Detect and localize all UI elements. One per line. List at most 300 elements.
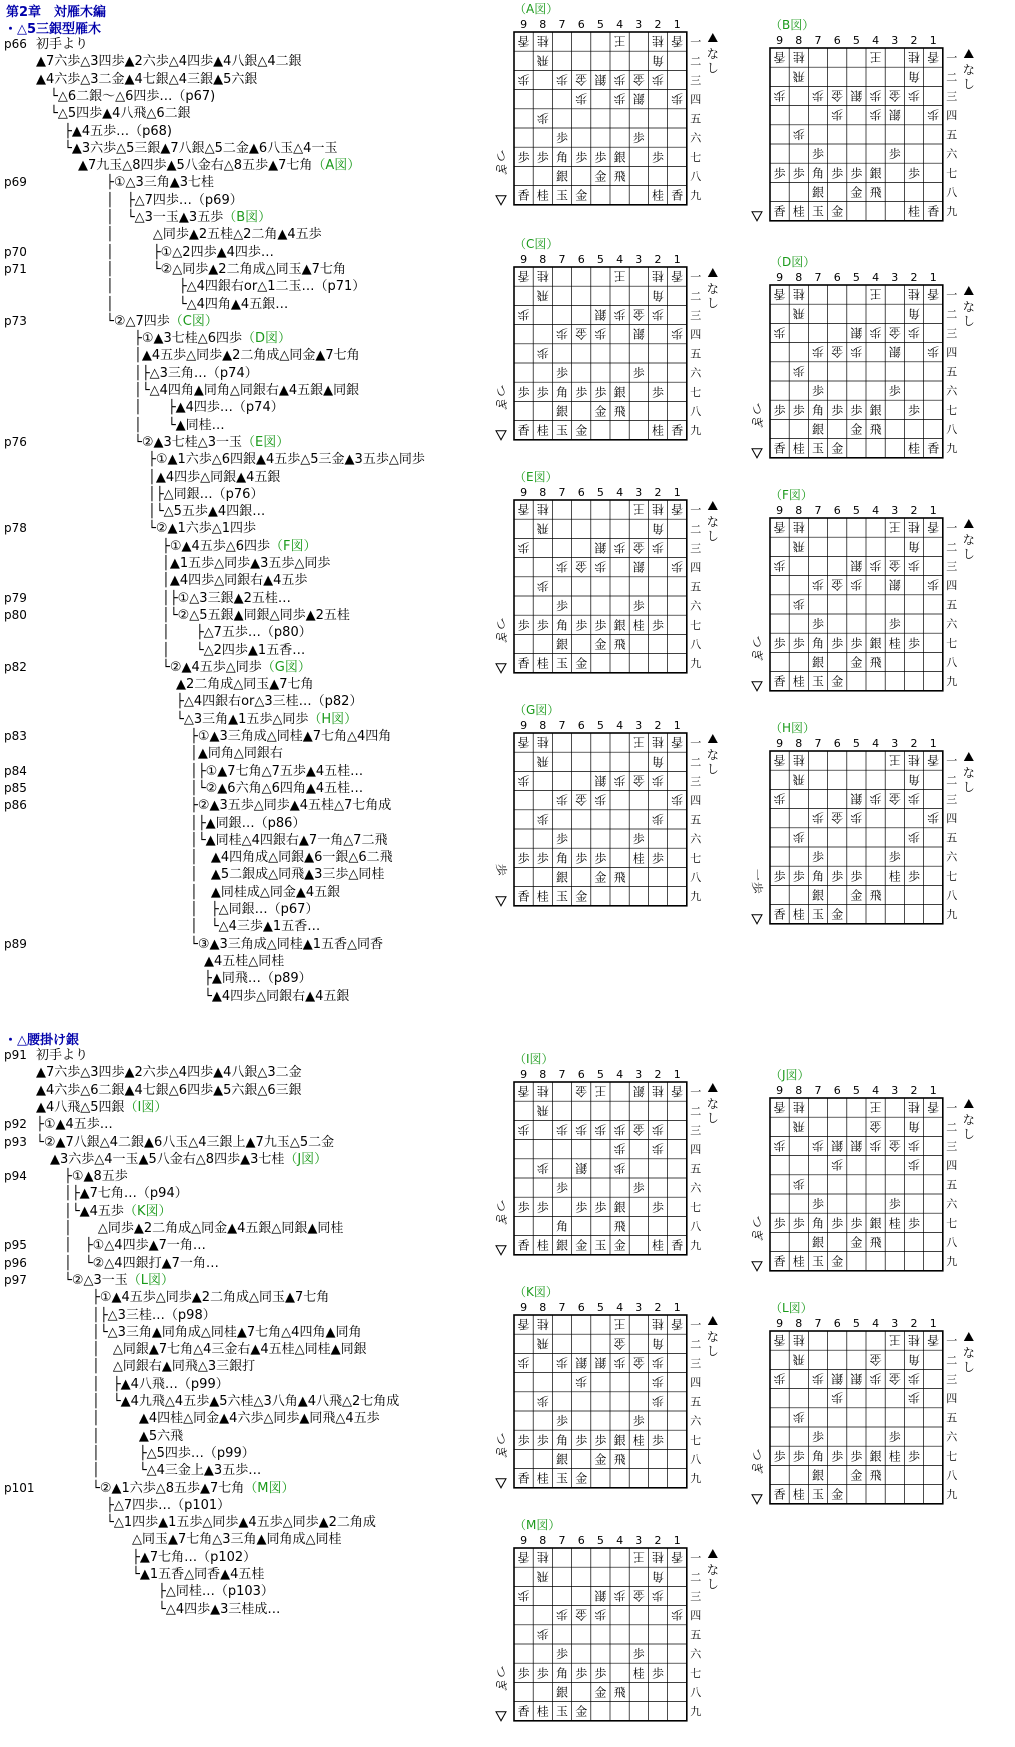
rank-number: 六 <box>690 832 702 846</box>
gote-piece: 香 <box>517 1084 530 1099</box>
file-number: 8 <box>539 1068 547 1081</box>
move-line: │ ├▲4四歩…（p74） <box>134 400 284 416</box>
sente-piece: 桂 <box>792 1487 805 1502</box>
gote-mark-icon <box>708 1316 718 1325</box>
gote-mark-icon <box>964 1099 974 1108</box>
gote-piece: 歩 <box>613 773 626 788</box>
move-line: └②▲1六歩△8五歩▲7七角（M図） <box>92 1480 295 1496</box>
gote-piece: 歩 <box>907 325 921 340</box>
gote-piece: 歩 <box>869 107 882 122</box>
gote-piece: 歩 <box>671 792 684 807</box>
gote-piece: 香 <box>671 1550 684 1565</box>
file-number: 5 <box>596 253 604 266</box>
sente-piece: 歩 <box>575 150 588 165</box>
sente-piece: 歩 <box>850 1449 863 1464</box>
page-title: 第2章 対雁木編 <box>6 5 107 20</box>
sente-piece: 歩 <box>651 385 665 400</box>
rank-number: 一 <box>690 1551 702 1565</box>
gote-piece: 香 <box>773 50 786 65</box>
sente-piece: 歩 <box>888 1430 901 1445</box>
gote-piece: 香 <box>517 1317 530 1332</box>
gote-hand: し <box>962 1360 975 1374</box>
gote-piece: 金 <box>888 558 901 573</box>
file-number: 9 <box>776 1317 784 1330</box>
sente-piece: 歩 <box>536 385 549 400</box>
file-number: 6 <box>833 1317 841 1330</box>
gote-piece: 歩 <box>613 1122 626 1137</box>
file-number: 6 <box>577 18 585 31</box>
gote-piece: 桂 <box>792 753 805 768</box>
rank-number: 四 <box>946 579 958 593</box>
gote-hand: し <box>962 547 975 561</box>
file-number: 3 <box>635 18 643 31</box>
sente-piece: 銀 <box>811 185 825 200</box>
gote-piece: 歩 <box>555 792 569 807</box>
gote-piece: 歩 <box>575 1122 588 1137</box>
page-ref: p79 <box>4 590 27 605</box>
gote-piece: 桂 <box>651 1550 665 1565</box>
sente-piece: 金 <box>594 1452 607 1467</box>
sente-piece: 桂 <box>536 188 549 203</box>
sente-piece: 銀 <box>811 1235 825 1250</box>
sente-piece: 歩 <box>773 403 786 418</box>
diagram-label: （B図） <box>770 18 815 32</box>
sente-piece: 桂 <box>536 423 549 438</box>
gote-piece: 香 <box>927 1100 940 1115</box>
rank-number: 一 <box>690 35 702 49</box>
rank-number: 一 <box>946 1334 958 1348</box>
gote-piece: 歩 <box>907 1157 921 1172</box>
gote-piece: 桂 <box>792 50 805 65</box>
rank-number: 九 <box>690 1472 702 1486</box>
gote-piece: 王 <box>632 735 645 750</box>
gote-piece: 銀 <box>888 577 901 592</box>
gote-piece: 銀 <box>831 1138 844 1153</box>
sente-hand: ぎ <box>494 630 508 643</box>
gote-hand: し <box>706 1111 719 1125</box>
sente-piece: 歩 <box>811 850 825 865</box>
page-ref: p91 <box>4 1048 27 1062</box>
move-line: │ △同銀右▲同飛△3三銀打 <box>92 1359 256 1375</box>
sente-piece: 香 <box>773 204 786 219</box>
gote-piece: 飛 <box>536 1336 549 1351</box>
sente-piece: 飛 <box>613 1219 626 1234</box>
file-number: 5 <box>596 1068 604 1081</box>
gote-piece: 歩 <box>613 72 626 87</box>
sente-hand: つ <box>750 1448 764 1461</box>
file-number: 4 <box>872 1084 880 1097</box>
sente-piece: 歩 <box>907 636 921 651</box>
gote-piece: 銀 <box>831 1371 844 1386</box>
gote-piece: 王 <box>594 1084 607 1099</box>
file-number: 7 <box>558 1534 566 1547</box>
file-number: 8 <box>795 737 803 750</box>
gote-piece: 桂 <box>536 735 549 750</box>
rank-number: 二 <box>946 540 958 554</box>
gote-piece: 金 <box>575 326 588 341</box>
sente-hand: ぎ <box>494 1678 508 1691</box>
move-line: │▲同角△同銀右 <box>190 746 283 762</box>
move-line: ├①△3三角▲3七桂 <box>106 175 215 191</box>
sente-piece: 歩 <box>536 851 549 866</box>
sente-piece: 香 <box>773 674 786 689</box>
rank-number: 四 <box>946 1392 958 1406</box>
gote-piece: 王 <box>632 1550 645 1565</box>
rank-number: 六 <box>690 366 702 380</box>
file-number: 2 <box>654 1068 662 1081</box>
sente-piece: 歩 <box>792 1216 805 1231</box>
gote-piece: 金 <box>888 325 901 340</box>
gote-piece: 歩 <box>927 810 940 825</box>
gote-piece: 金 <box>831 577 844 592</box>
file-number: 7 <box>558 253 566 266</box>
sente-piece: 歩 <box>888 147 901 162</box>
rank-number: 八 <box>690 170 702 183</box>
gote-piece: 歩 <box>792 596 805 611</box>
sente-piece: 角 <box>811 636 825 651</box>
sente-piece: 桂 <box>632 1433 645 1448</box>
sente-piece: 歩 <box>888 384 901 399</box>
sente-piece: 歩 <box>632 366 645 381</box>
gote-piece: 王 <box>869 1100 882 1115</box>
gote-piece: 金 <box>632 1588 645 1603</box>
file-number: 9 <box>776 271 784 284</box>
shogi-diagram <box>748 18 998 248</box>
gote-piece: 歩 <box>613 1588 626 1603</box>
sente-piece: 歩 <box>811 147 825 162</box>
rank-number: 一 <box>946 521 958 535</box>
rank-number: 六 <box>690 1647 702 1661</box>
sente-piece: 歩 <box>792 403 805 418</box>
move-line: │ └△4四角▲4五銀… <box>106 296 289 312</box>
move-line: ├①▲3七桂△6四歩（D図） <box>134 331 292 347</box>
sente-piece: 飛 <box>613 1452 626 1467</box>
gote-piece: 香 <box>671 1317 684 1332</box>
move-line: └△3三角▲1五歩△同歩（H図） <box>176 711 358 727</box>
move-line: │ ├△5四歩…（p99） <box>92 1445 255 1461</box>
file-number: 8 <box>539 719 547 732</box>
gote-piece: 歩 <box>907 88 921 103</box>
gote-piece: 歩 <box>517 72 530 87</box>
sente-piece: 歩 <box>575 1433 588 1448</box>
diagram-label: （G図） <box>514 703 560 717</box>
gote-mark-icon <box>964 49 974 58</box>
gote-piece: 歩 <box>773 791 786 806</box>
gote-piece: 王 <box>613 1317 626 1332</box>
file-number: 5 <box>852 737 860 750</box>
sente-piece: 飛 <box>613 870 626 885</box>
rank-number: 二 <box>946 1353 958 1367</box>
rank-number: 五 <box>946 1178 958 1192</box>
sente-piece: 歩 <box>594 851 607 866</box>
file-number: 5 <box>596 486 604 499</box>
sente-piece: 銀 <box>613 1200 626 1215</box>
rank-number: 七 <box>946 403 958 417</box>
file-number: 8 <box>539 1301 547 1314</box>
rank-number: 二 <box>946 1120 958 1134</box>
gote-piece: 桂 <box>536 269 549 284</box>
sente-piece: 歩 <box>632 832 645 847</box>
page-ref: p83 <box>4 729 27 743</box>
gote-piece: 歩 <box>594 326 607 341</box>
gote-hand: し <box>962 314 975 328</box>
rank-number: 一 <box>690 503 702 517</box>
sente-piece: 香 <box>517 889 530 904</box>
file-number: 3 <box>891 271 899 284</box>
gote-piece: 飛 <box>792 539 805 554</box>
file-number: 3 <box>635 253 643 266</box>
file-number: 8 <box>795 1317 803 1330</box>
sente-mark-icon <box>496 1479 506 1488</box>
gote-piece: 金 <box>575 72 588 87</box>
sente-piece: 桂 <box>907 441 921 456</box>
gote-piece: 歩 <box>555 72 569 87</box>
gote-piece: 飛 <box>536 1103 549 1118</box>
diagram-ref: （G図） <box>261 659 311 675</box>
sente-piece: 桂 <box>792 674 805 689</box>
gote-piece: 歩 <box>651 1122 665 1137</box>
file-number: 1 <box>929 737 937 750</box>
rank-number: 七 <box>690 851 702 865</box>
sente-piece: 角 <box>555 618 569 633</box>
sente-piece: 歩 <box>831 166 844 181</box>
gote-piece: 角 <box>907 1119 921 1134</box>
sente-piece: 玉 <box>811 441 825 456</box>
sente-piece: 歩 <box>594 150 607 165</box>
rank-number: 八 <box>946 656 958 669</box>
sente-piece: 金 <box>575 1471 588 1486</box>
gote-piece: 金 <box>888 1371 901 1386</box>
board-svg <box>492 2 742 232</box>
sente-piece: 香 <box>773 907 786 922</box>
gote-piece: 飛 <box>536 1569 549 1584</box>
sente-piece: 歩 <box>907 1216 921 1231</box>
rank-number: 六 <box>946 384 958 398</box>
gote-piece: 銀 <box>594 540 607 555</box>
move-line: ├△4四銀右or△3三桂…（p82） <box>176 694 363 710</box>
sente-piece: 飛 <box>613 404 626 419</box>
file-number: 8 <box>795 1084 803 1097</box>
gote-piece: 歩 <box>811 577 825 592</box>
rank-number: 四 <box>946 812 958 826</box>
file-number: 6 <box>577 1301 585 1314</box>
gote-hand: し <box>962 77 975 91</box>
rank-number: 四 <box>690 1609 702 1623</box>
move-line: ▲3六歩△4一玉▲5八金右△8四歩▲3七桂（J図） <box>50 1151 328 1167</box>
sente-piece: 歩 <box>632 1181 645 1196</box>
board-svg <box>492 237 742 467</box>
sente-piece: 銀 <box>613 618 626 633</box>
sente-piece: 玉 <box>811 907 825 922</box>
diagram-label: （I図） <box>514 1052 554 1066</box>
gote-piece: 香 <box>927 287 940 302</box>
move-line: │ ▲4四桂△同金▲4六歩△同歩▲同飛△4五歩 <box>92 1411 380 1427</box>
rank-number: 四 <box>690 794 702 808</box>
sente-piece: 歩 <box>536 1200 549 1215</box>
rank-number: 七 <box>946 166 958 180</box>
move-line: │├▲7七角…（p94） <box>64 1186 188 1202</box>
sente-mark-icon <box>496 196 506 205</box>
file-number: 6 <box>833 737 841 750</box>
gote-piece: 桂 <box>536 502 549 517</box>
sente-piece: 歩 <box>888 850 901 865</box>
gote-piece: 香 <box>773 753 786 768</box>
sente-piece: 歩 <box>773 166 786 181</box>
gote-piece: 金 <box>632 773 645 788</box>
diagram-ref: （I図） <box>124 1099 168 1115</box>
file-number: 2 <box>910 737 918 750</box>
gote-piece: 桂 <box>651 34 665 49</box>
sente-piece: 歩 <box>850 166 863 181</box>
sente-piece: 銀 <box>555 870 569 885</box>
sente-mark-icon <box>752 915 762 924</box>
diagram-ref: （K図） <box>123 1203 172 1219</box>
sente-mark-icon <box>752 212 762 221</box>
sente-piece: 角 <box>555 150 569 165</box>
move-line: ├△7四歩…（p101） <box>106 1497 231 1513</box>
move-line: │└△5五歩▲4四銀… <box>148 504 266 520</box>
page-ref: p97 <box>4 1272 27 1287</box>
sente-piece: 歩 <box>811 617 825 632</box>
rank-number: 三 <box>690 74 702 87</box>
sente-mark-icon <box>752 449 762 458</box>
rank-number: 三 <box>690 309 702 322</box>
sente-piece: 金 <box>575 656 588 671</box>
rank-number: 九 <box>946 205 958 219</box>
sente-piece: 歩 <box>632 1647 645 1662</box>
file-number: 5 <box>596 18 604 31</box>
move-line: │ └△4三歩▲1五香… <box>190 919 321 935</box>
gote-piece: 歩 <box>831 1157 844 1172</box>
gote-piece: 角 <box>907 306 921 321</box>
move-line: │└▲同桂△4四銀右▲7一角△7二飛 <box>190 832 388 848</box>
file-number: 4 <box>616 1068 624 1081</box>
file-number: 5 <box>596 719 604 732</box>
rank-number: 六 <box>690 1414 702 1428</box>
sente-mark-icon <box>496 1246 506 1255</box>
diagram-label: （A図） <box>514 2 559 16</box>
sente-piece: 歩 <box>850 636 863 651</box>
move-line: │▲1五歩△同歩▲3五歩△同歩 <box>162 556 331 571</box>
gote-hand: し <box>706 1577 719 1591</box>
board-svg <box>748 18 998 248</box>
sente-piece: 香 <box>517 423 530 438</box>
gote-piece: 王 <box>888 520 901 535</box>
file-number: 6 <box>833 504 841 517</box>
rank-number: 三 <box>946 327 958 340</box>
sente-piece: 角 <box>811 166 825 181</box>
gote-hand: し <box>706 1344 719 1358</box>
gote-hand: な <box>962 766 975 780</box>
file-number: 6 <box>833 1084 841 1097</box>
board-svg <box>492 470 742 700</box>
gote-piece: 銀 <box>594 1355 607 1370</box>
file-number: 1 <box>673 1301 681 1314</box>
board-svg <box>748 1301 998 1531</box>
sente-piece: 歩 <box>517 150 530 165</box>
gote-piece: 歩 <box>927 107 940 122</box>
sente-mark-icon <box>496 1712 506 1721</box>
board-svg <box>748 1068 998 1298</box>
section-heading: ・△腰掛け銀 <box>4 1033 79 1048</box>
rank-number: 二 <box>690 755 702 769</box>
rank-number: 八 <box>946 186 958 199</box>
gote-mark-icon <box>708 1549 718 1558</box>
gote-piece: 歩 <box>536 811 549 826</box>
sente-piece: 飛 <box>613 169 626 184</box>
gote-piece: 金 <box>888 88 901 103</box>
gote-piece: 銀 <box>632 326 645 341</box>
rank-number: 一 <box>946 754 958 768</box>
move-line: │└▲4五歩（K図） <box>64 1203 172 1219</box>
file-number: 1 <box>929 271 937 284</box>
move-line: 初手より <box>36 1048 89 1063</box>
sente-piece: 桂 <box>888 1216 901 1231</box>
rank-number: 五 <box>946 128 958 142</box>
sente-piece: 香 <box>517 1471 530 1486</box>
sente-mark-icon <box>752 682 762 691</box>
gote-piece: 香 <box>671 735 684 750</box>
shogi-diagram <box>748 1068 998 1298</box>
sente-piece: 飛 <box>613 637 626 652</box>
file-number: 2 <box>910 1317 918 1330</box>
gote-piece: 歩 <box>811 344 825 359</box>
sente-piece: 歩 <box>792 636 805 651</box>
sente-piece: 歩 <box>651 150 665 165</box>
sente-piece: 玉 <box>555 889 569 904</box>
gote-piece: 歩 <box>555 1355 569 1370</box>
sente-piece: 歩 <box>594 1433 607 1448</box>
gote-piece: 歩 <box>594 1122 607 1137</box>
gote-piece: 歩 <box>613 1141 626 1156</box>
gote-piece: 銀 <box>850 325 863 340</box>
file-number: 1 <box>673 1534 681 1547</box>
gote-piece: 香 <box>517 502 530 517</box>
board-svg <box>492 1285 742 1515</box>
board-svg <box>492 1518 742 1747</box>
sente-hand: ぎ <box>750 1228 764 1241</box>
rank-number: 五 <box>690 580 702 594</box>
move-line: ├①▲4五歩△同歩▲2二角成△同玉▲7七角 <box>92 1290 330 1306</box>
page-ref: p66 <box>4 37 27 51</box>
sente-piece: 銀 <box>613 150 626 165</box>
sente-piece: 歩 <box>773 1216 786 1231</box>
gote-piece: 飛 <box>792 772 805 787</box>
board-svg <box>492 1052 742 1282</box>
gote-piece: 角 <box>651 521 665 536</box>
sente-piece: 歩 <box>594 618 607 633</box>
rank-number: 三 <box>690 542 702 555</box>
sente-piece: 歩 <box>517 1200 530 1215</box>
diagram-label: （K図） <box>514 1285 558 1299</box>
sente-piece: 歩 <box>575 1666 588 1681</box>
rank-number: 二 <box>946 70 958 84</box>
sente-piece: 銀 <box>555 404 569 419</box>
gote-piece: 歩 <box>869 558 882 573</box>
gote-piece: 金 <box>575 1607 588 1622</box>
gote-piece: 香 <box>773 287 786 302</box>
file-number: 6 <box>577 486 585 499</box>
rank-number: 九 <box>690 890 702 904</box>
gote-piece: 香 <box>517 735 530 750</box>
file-number: 4 <box>616 1301 624 1314</box>
move-line: └②△3一玉（L図） <box>64 1272 174 1288</box>
gote-piece: 歩 <box>536 345 549 360</box>
sente-piece: 金 <box>831 441 844 456</box>
sente-piece: 金 <box>831 1254 844 1269</box>
page-ref: p70 <box>4 244 27 259</box>
gote-piece: 角 <box>907 539 921 554</box>
